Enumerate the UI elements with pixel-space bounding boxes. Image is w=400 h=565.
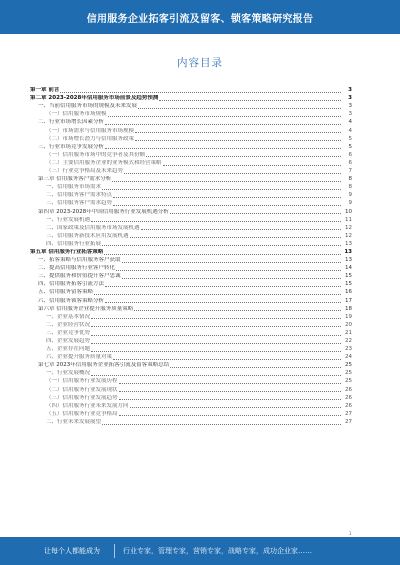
toc-entry-text: 五、信用服务留客策略	[38, 289, 94, 296]
toc-leader-dots	[105, 148, 341, 149]
footer-divider	[114, 544, 115, 558]
toc-entry-page: 25	[345, 378, 352, 385]
toc-entry-text: 三、信用服务新技术应用发展机遇	[46, 232, 129, 239]
toc-entry-page: 8	[348, 176, 352, 183]
toc-entry-page: 3	[348, 95, 352, 102]
toc-leader-dots	[141, 229, 341, 230]
toc-entry-text: 四、信用服务拓客引流方法	[38, 281, 105, 288]
toc-entry-text: 第一章 前言	[30, 87, 60, 94]
toc-entry-page: 26	[345, 402, 352, 409]
toc-entry-page: 27	[345, 418, 352, 425]
toc-leader-dots	[105, 124, 341, 125]
toc-leader-dots	[108, 116, 341, 117]
toc-entry-text: 四、企业发展趋势	[46, 338, 91, 344]
toc-leader-dots	[134, 310, 341, 311]
toc-entry[interactable]	[30, 394, 352, 402]
toc-entry-text: 五、企业存在问题	[46, 346, 91, 353]
toc-entry-page: 9	[348, 192, 352, 199]
toc-entry-page: 13	[345, 257, 352, 264]
toc-leader-dots	[94, 294, 341, 295]
toc-entry-text: 二、提高信用服务行业客户转化	[38, 265, 116, 272]
toc-entry[interactable]	[30, 361, 352, 369]
toc-entry-text: 二、国家政策及信用服务市场发展机遇	[46, 224, 140, 231]
toc-entry[interactable]	[30, 264, 352, 272]
toc-entry[interactable]	[30, 167, 352, 175]
toc-entry[interactable]	[30, 369, 352, 377]
toc-entry[interactable]	[30, 199, 352, 207]
toc-entry-text: 第六章 信用服务企业提升服务质量策略	[38, 305, 134, 312]
toc-heading: 内容目录	[177, 57, 223, 69]
toc-entry-page: 19	[345, 313, 352, 320]
toc-entry[interactable]	[30, 183, 352, 191]
toc-entry-text: 四、信用服务行业拓展	[46, 240, 102, 247]
toc-entry-text: 一、企业基本情况	[46, 313, 91, 320]
toc-entry-text: （一）市场需求与信用服务市场规模	[46, 127, 135, 134]
toc-leader-dots	[113, 359, 341, 360]
table-of-contents	[30, 86, 352, 518]
toc-entry-text: 二、信用服务客户需求特点	[46, 192, 113, 199]
toc-entry-page: 15	[345, 281, 352, 288]
toc-entry-text: 第三章 信用服务客户需求分析	[38, 176, 112, 183]
toc-entry-page: 9	[348, 200, 352, 207]
toc-entry-page: 7	[348, 168, 352, 175]
toc-leader-dots	[105, 302, 341, 303]
toc-leader-dots	[159, 100, 341, 101]
toc-leader-dots	[102, 245, 341, 246]
toc-leader-dots	[119, 383, 341, 384]
toc-entry[interactable]	[30, 224, 352, 232]
report-header	[0, 0, 400, 34]
toc-entry-text: （三）行业竞争格局及未来趋势	[46, 168, 124, 175]
toc-entry[interactable]	[30, 345, 352, 353]
toc-entry[interactable]	[30, 313, 352, 321]
report-title: 信用服务企业拓客引流及留客、锁客策略研究报告	[86, 13, 314, 25]
footer-roles: 行业专家，管理专家，营销专家，战略专家，成功企业家……	[123, 547, 312, 555]
toc-entry-text: 三、企业竞争优势	[46, 329, 91, 336]
toc-entry-page: 27	[345, 410, 352, 417]
toc-entry-page: 4	[348, 119, 352, 126]
toc-leader-dots	[102, 424, 341, 425]
toc-entry[interactable]	[30, 337, 352, 345]
toc-entry[interactable]	[30, 191, 352, 199]
toc-entry-text: 一、信用服务市场需求	[46, 184, 102, 191]
toc-entry-page: 26	[345, 394, 352, 401]
toc-leader-dots	[113, 197, 341, 198]
toc-leader-dots	[138, 108, 341, 109]
report-footer	[0, 537, 400, 565]
toc-entry-page: 11	[345, 216, 352, 223]
toc-leader-dots	[170, 213, 341, 214]
toc-entry[interactable]	[30, 248, 352, 256]
toc-entry-page: 5	[348, 135, 352, 142]
toc-entry-page: 22	[345, 338, 352, 344]
toc-entry[interactable]	[30, 118, 352, 126]
toc-entry-page: 13	[345, 240, 352, 247]
toc-leader-dots	[113, 205, 341, 206]
toc-entry-page: 16	[345, 289, 352, 296]
toc-leader-dots	[91, 326, 341, 327]
toc-entry[interactable]	[30, 207, 352, 215]
toc-entry[interactable]	[30, 272, 352, 280]
toc-entry-page: 13	[344, 248, 352, 255]
toc-entry[interactable]	[30, 329, 352, 337]
toc-entry-page: 3	[348, 87, 352, 94]
toc-leader-dots	[91, 221, 341, 222]
toc-leader-dots	[105, 286, 341, 287]
toc-leader-dots	[104, 254, 341, 255]
toc-entry[interactable]	[30, 143, 352, 151]
toc-leader-dots	[122, 262, 341, 263]
toc-entry-text: 第五章 信用服务行业拓客策略	[30, 248, 104, 255]
toc-entry-text: 第二章 2023-2028年信用服务市场前景及趋势预测	[30, 95, 159, 102]
toc-entry-text: （二）市场增长潜力与信用服务政策	[46, 135, 135, 142]
toc-leader-dots	[91, 351, 341, 352]
toc-entry-page: 18	[345, 305, 352, 312]
toc-entry-page: 17	[345, 297, 352, 304]
toc-entry-text: 三、提供服务和价值提升客户忠诚	[38, 273, 121, 280]
toc-entry-page: 14	[345, 265, 352, 272]
toc-entry-text: 二、企业经营状况	[46, 321, 91, 328]
toc-entry-text: 二、行业未来发展展望	[46, 418, 102, 425]
toc-entry[interactable]	[30, 353, 352, 361]
toc-entry-page: 25	[345, 370, 352, 377]
toc-entry[interactable]	[30, 110, 352, 118]
toc-entry-page: 26	[345, 386, 352, 393]
toc-entry[interactable]	[30, 296, 352, 304]
toc-entry[interactable]	[30, 159, 352, 167]
toc-leader-dots	[119, 391, 341, 392]
toc-entry-page: 20	[345, 321, 352, 328]
toc-entry[interactable]	[30, 126, 352, 134]
toc-entry[interactable]	[30, 280, 352, 288]
toc-entry[interactable]	[30, 256, 352, 264]
toc-entry-page: 5	[348, 143, 352, 150]
toc-entry[interactable]	[30, 216, 352, 224]
toc-entry-page: 25	[345, 362, 352, 369]
toc-entry[interactable]	[30, 175, 352, 183]
toc-entry-text: （二）信用服务行业发展现状	[46, 386, 118, 393]
toc-leader-dots	[122, 278, 341, 279]
toc-entry[interactable]	[30, 377, 352, 385]
toc-leader-dots	[124, 173, 341, 174]
toc-entry-page: 15	[345, 273, 352, 280]
toc-entry[interactable]	[30, 86, 352, 94]
toc-entry[interactable]	[30, 410, 352, 418]
toc-leader-dots	[130, 237, 341, 238]
toc-entry-page: 12	[345, 232, 352, 239]
toc-entry[interactable]	[30, 385, 352, 393]
toc-entry-text: （一）信用服务行业发展历程	[46, 378, 118, 385]
toc-entry-page: 6	[348, 159, 352, 166]
toc-entry[interactable]	[30, 232, 352, 240]
footer-slogan: 让每个人都能成为	[44, 547, 100, 555]
toc-entry-text: （四）信用服务行业未来发展方向	[46, 402, 129, 409]
toc-entry-page: 24	[345, 354, 352, 361]
toc-leader-dots	[163, 165, 341, 166]
page-number: 1	[349, 531, 352, 536]
toc-entry-text: 一、当前信用服务市场的规模及未来发展	[38, 103, 138, 110]
toc-entry-text: 一、行业发展概况	[46, 370, 91, 377]
toc-entry-text: 三、信用服务客户需求趋势	[46, 200, 113, 207]
toc-entry-page: 6	[348, 151, 352, 158]
toc-entry-text: （五）信用服务行业竞争格局	[46, 410, 118, 417]
toc-leader-dots	[112, 181, 341, 182]
toc-entry[interactable]	[30, 305, 352, 313]
toc-leader-dots	[91, 375, 341, 376]
toc-leader-dots	[91, 335, 341, 336]
toc-entry[interactable]	[30, 321, 352, 329]
toc-entry-text: 第七章 2023年信用服务企业拓客引流及留客策略总结	[38, 362, 170, 369]
toc-leader-dots	[102, 189, 341, 190]
toc-entry-page: 4	[348, 127, 352, 134]
toc-leader-dots	[130, 407, 341, 408]
toc-entry[interactable]	[30, 402, 352, 410]
toc-leader-dots	[119, 415, 341, 416]
toc-entry-text: （三）信用服务行业发展趋势	[46, 394, 118, 401]
toc-entry-page: 12	[345, 224, 352, 231]
toc-entry-page: 23	[345, 346, 352, 353]
toc-entry-text: 六、信用服务锁客策略分析	[38, 297, 105, 304]
toc-leader-dots	[91, 318, 341, 319]
toc-entry-page: 3	[348, 111, 352, 118]
toc-entry-text: 三、行业市场竞争发展分析	[38, 143, 105, 150]
toc-entry-text: 六、企业提升服务质量对策	[46, 354, 113, 361]
toc-entry-text: 一、行业发展机遇	[46, 216, 91, 223]
toc-entry[interactable]	[30, 94, 352, 102]
toc-leader-dots	[135, 132, 341, 133]
toc-leader-dots	[146, 156, 341, 157]
toc-entry[interactable]	[30, 135, 352, 143]
toc-entry-text: （二）主要信用服务企业的业务模式和经营策略	[46, 159, 162, 166]
toc-entry-text: 一、拓客策略与信用服务客户获取	[38, 257, 121, 264]
toc-entry-page: 10	[345, 208, 352, 215]
toc-leader-dots	[135, 140, 341, 141]
toc-entry-text: 第四章 2023-2028年中国信用服务行业发展机遇分析	[38, 208, 169, 215]
toc-leader-dots	[119, 399, 341, 400]
toc-entry-text: 二、行业市场增长因素分析	[38, 119, 105, 126]
toc-entry-page: 3	[348, 103, 352, 110]
toc-leader-dots	[170, 367, 341, 368]
toc-entry-text: （一）信用服务市场中的竞争者及其份额	[46, 151, 146, 158]
toc-entry[interactable]	[30, 240, 352, 248]
toc-entry[interactable]	[30, 151, 352, 159]
toc-entry[interactable]	[30, 418, 352, 426]
toc-leader-dots	[91, 343, 341, 344]
toc-entry-page: 8	[348, 184, 352, 191]
toc-entry[interactable]	[30, 102, 352, 110]
toc-leader-dots	[116, 270, 341, 271]
toc-leader-dots	[60, 92, 341, 93]
toc-entry-text: （一）信用服务市场规模	[46, 111, 107, 118]
toc-entry[interactable]	[30, 288, 352, 296]
toc-entry-page: 21	[345, 329, 352, 336]
